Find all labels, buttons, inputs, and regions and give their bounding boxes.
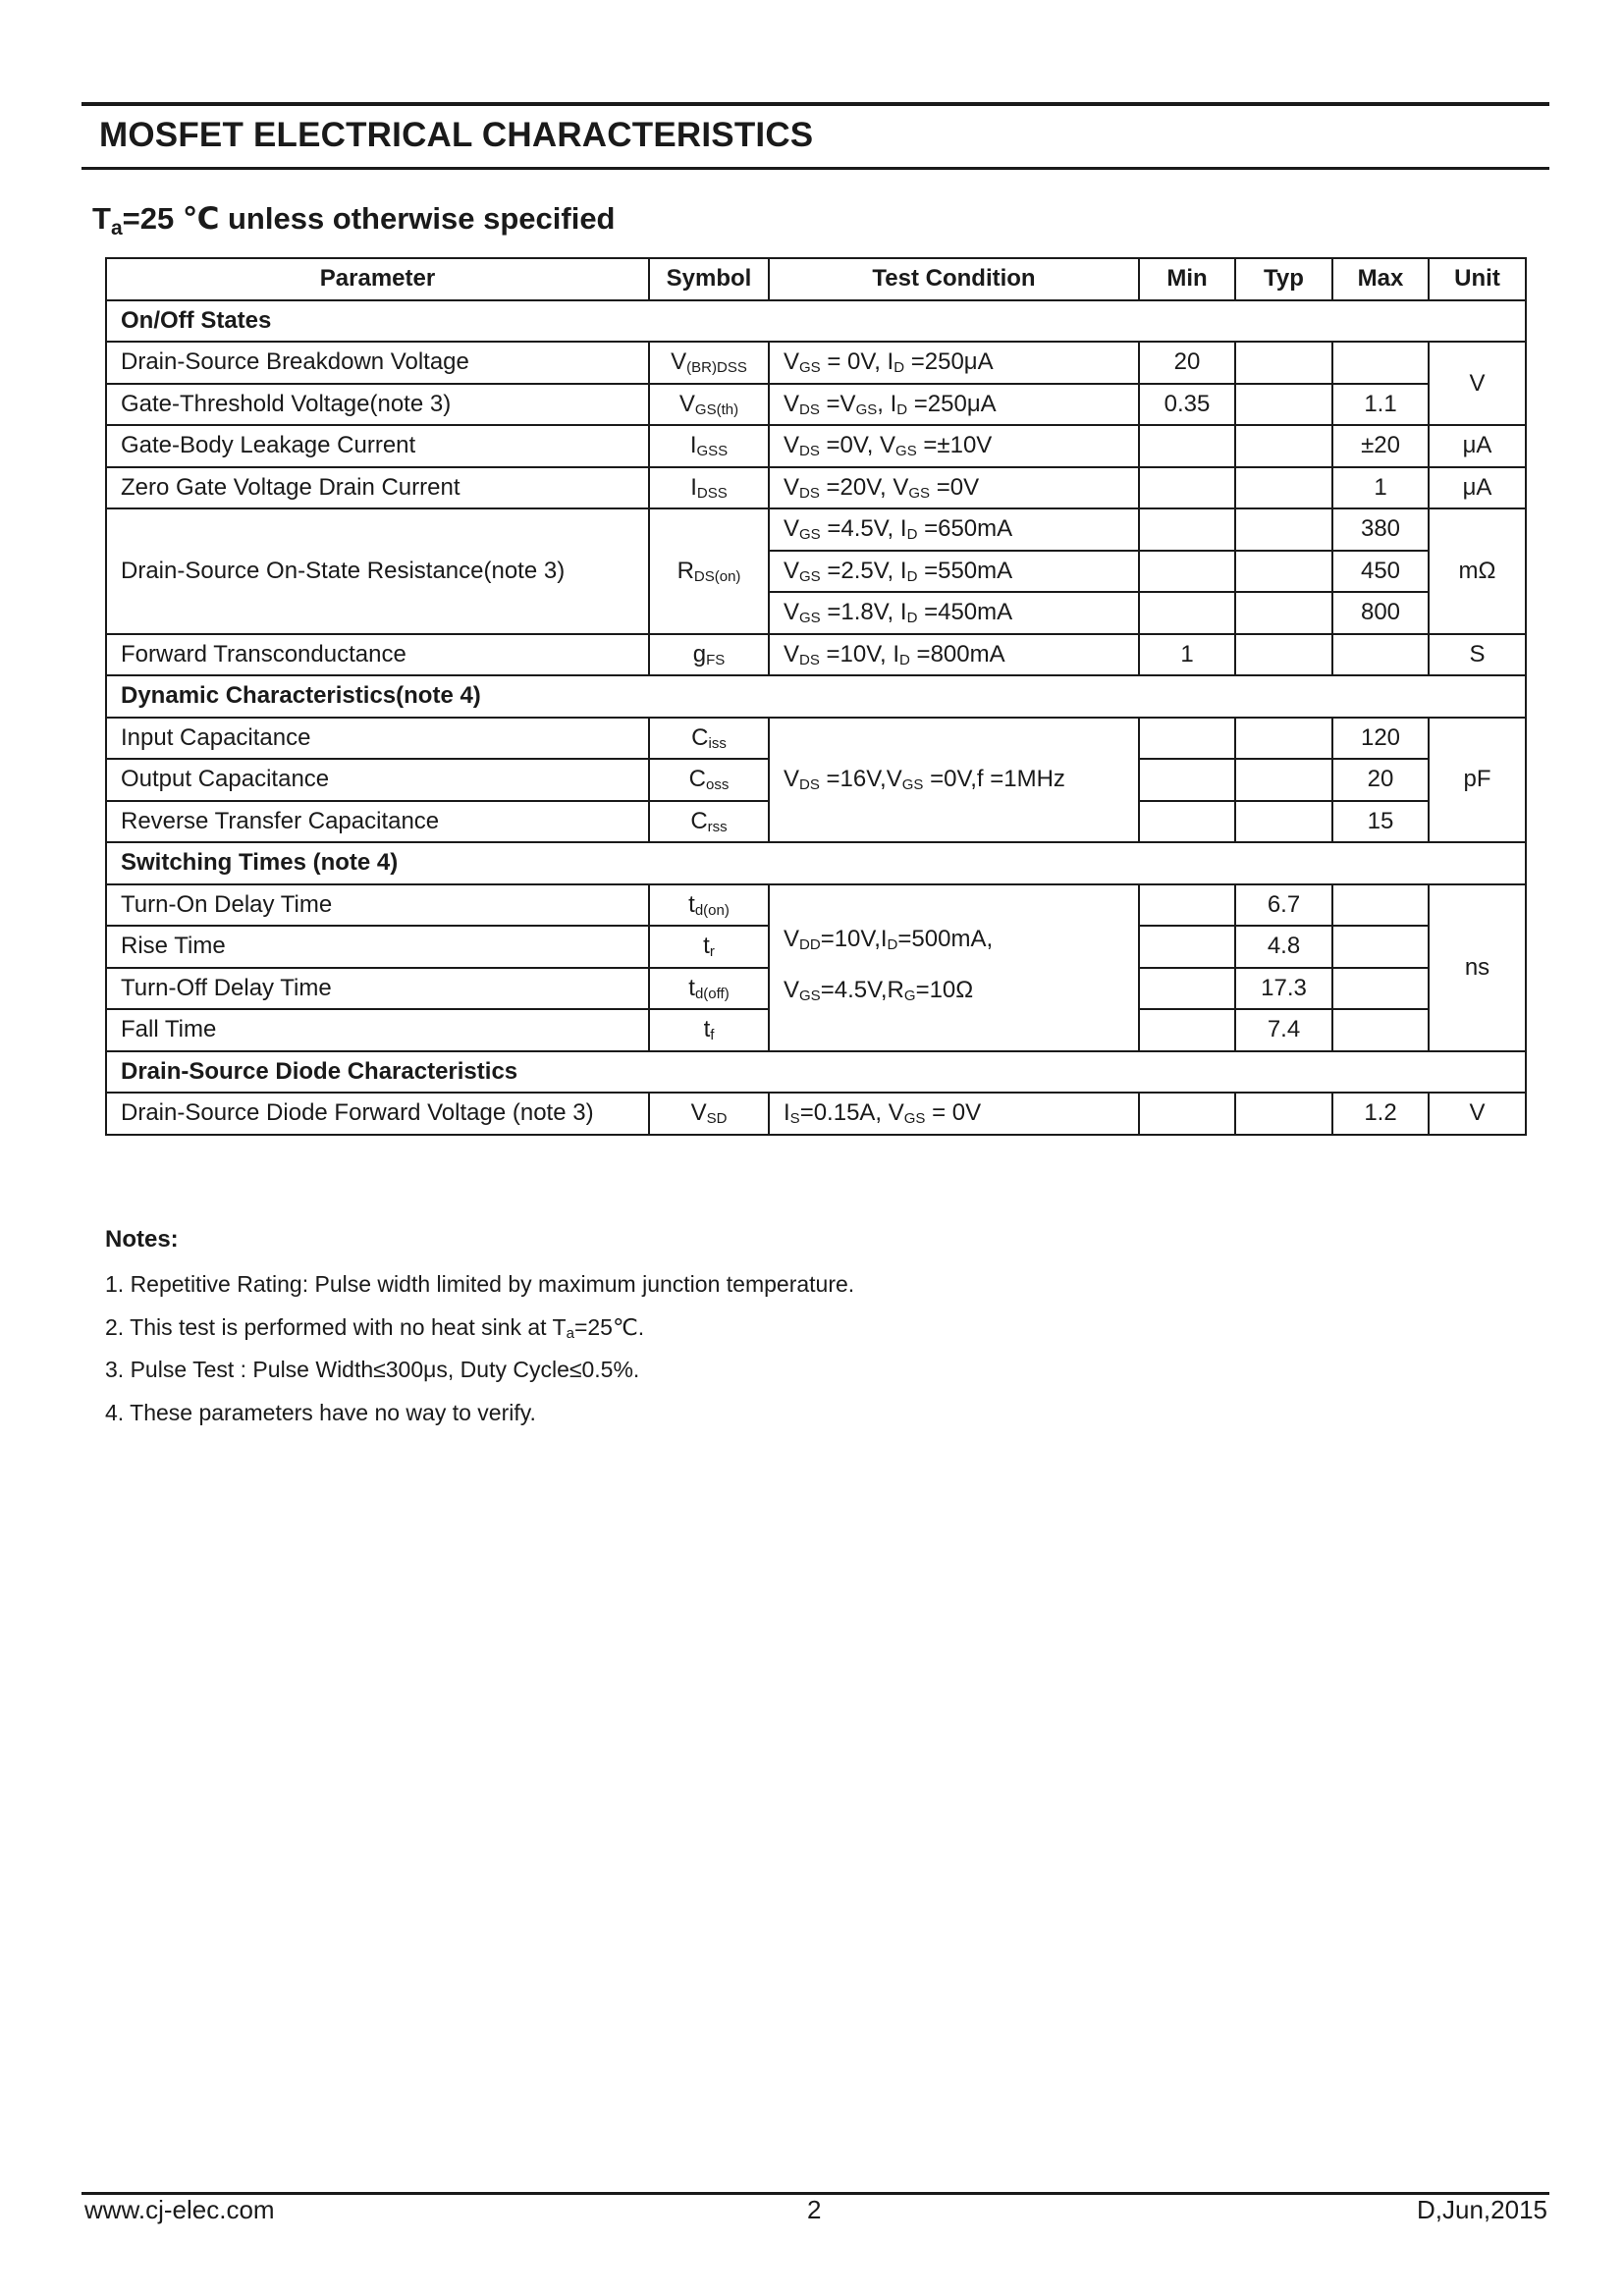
typ-cell (1235, 801, 1332, 843)
symbol-cell: $C_{iss}$ (649, 718, 769, 760)
symbol-cell: $t_r$ (649, 926, 769, 968)
max-cell: 800 (1332, 592, 1429, 634)
typ-cell (1235, 425, 1332, 467)
header-parameter: Parameter (106, 258, 649, 300)
max-cell (1332, 968, 1429, 1010)
condition-cell: $V_{DS} =10V$, $I_D =800mA$ (769, 634, 1139, 676)
unit-cell: μA (1429, 425, 1526, 467)
typ-cell: 6.7 (1235, 884, 1332, 927)
typ-cell: 7.4 (1235, 1009, 1332, 1051)
max-cell: 20 (1332, 759, 1429, 801)
max-cell: 15 (1332, 801, 1429, 843)
min-cell (1139, 508, 1235, 551)
typ-cell (1235, 342, 1332, 384)
footer-website-link[interactable]: www.cj-elec.com (84, 2195, 275, 2224)
param-cell: Drain-Source Diode Forward Voltage (note 3) (106, 1093, 649, 1135)
symbol-cell: $I_{DSS}$ (649, 467, 769, 509)
typ-cell (1235, 1093, 1332, 1135)
notes-section (105, 1226, 854, 1442)
param-cell: Fall Time (106, 1009, 649, 1051)
top-rule (81, 102, 1549, 106)
min-cell (1139, 801, 1235, 843)
electrical-characteristics-table (105, 257, 1527, 1136)
table-row (106, 467, 1526, 509)
condition-cell: $V_{GS} =4.5V$, $I_D =650mA$ (769, 508, 1139, 551)
max-cell: 1 (1332, 467, 1429, 509)
title-rule (81, 167, 1549, 170)
max-cell: 450 (1332, 551, 1429, 593)
max-cell (1332, 634, 1429, 676)
param-cell: Reverse Transfer Capacitance (106, 801, 649, 843)
note-2: 2. This test is performed with no heat sink at $T_a=25℃$. (105, 1313, 645, 1342)
condition-cell: $V_{DS} =0V$, $V_{GS} =\pm 10V$ (769, 425, 1139, 467)
param-cell: Output Capacitance (106, 759, 649, 801)
condition-cell: $V_{DS} =16V,V_{GS} =0V,f =1MHz$ (769, 718, 1139, 843)
param-cell: Input Capacitance (106, 718, 649, 760)
section-switching-times: Switching Times (note 4) (106, 842, 1526, 884)
temperature-symbol: T (92, 201, 111, 236)
param-cell: Zero Gate Voltage Drain Current (106, 467, 649, 509)
table-row (106, 425, 1526, 467)
header-unit: Unit (1429, 258, 1526, 300)
min-cell (1139, 551, 1235, 593)
typ-cell (1235, 384, 1332, 426)
symbol-cell: $t_{d(on)}$ (649, 884, 769, 927)
condition-cell: $I_S=0.15A$, $V_{GS} = 0V$ (769, 1093, 1139, 1135)
symbol-cell: $V_{(BR)DSS}$ (649, 342, 769, 384)
min-cell (1139, 425, 1235, 467)
section-row-onoff (106, 300, 1526, 343)
min-cell (1139, 926, 1235, 968)
section-diode-characteristics: Drain-Source Diode Characteristics (106, 1051, 1526, 1094)
max-cell (1332, 926, 1429, 968)
table-row (106, 384, 1526, 426)
param-cell: Forward Transconductance (106, 634, 649, 676)
table-row (106, 342, 1526, 384)
page-number: 2 (807, 2195, 822, 2224)
table-row (106, 634, 1526, 676)
max-cell: 120 (1332, 718, 1429, 760)
test-conditions-heading (92, 201, 616, 240)
typ-cell (1235, 592, 1332, 634)
section-onoff-states: On/Off States (106, 300, 1526, 343)
temperature-subscript: a (110, 217, 123, 240)
typ-cell (1235, 508, 1332, 551)
note-1: 1. Repetitive Rating: Pulse width limited by maximum junction temperature. (105, 1271, 855, 1297)
header-symbol: Symbol (649, 258, 769, 300)
table-row (106, 718, 1526, 760)
unit-cell: μA (1429, 467, 1526, 509)
table-row (106, 1093, 1526, 1135)
param-cell: Gate-Body Leakage Current (106, 425, 649, 467)
max-cell: 1.1 (1332, 384, 1429, 426)
param-cell: Rise Time (106, 926, 649, 968)
condition-cell: $V_{DS} =20V$, $V_{GS} =0V$ (769, 467, 1139, 509)
header-typ: Typ (1235, 258, 1332, 300)
min-cell: 20 (1139, 342, 1235, 384)
unit-cell: pF (1429, 718, 1526, 843)
symbol-cell: $C_{rss}$ (649, 801, 769, 843)
param-cell: Turn-On Delay Time (106, 884, 649, 927)
condition-line: $V_{GS}=4.5V,R_G=10\Omega$ (784, 976, 974, 1004)
param-cell: Gate-Threshold Voltage(note 3) (106, 384, 649, 426)
typ-cell (1235, 759, 1332, 801)
unit-cell: mΩ (1429, 508, 1526, 634)
table-row (106, 508, 1526, 551)
symbol-cell: $t_f$ (649, 1009, 769, 1051)
min-cell (1139, 968, 1235, 1010)
typ-cell (1235, 718, 1332, 760)
table-header-row (106, 258, 1526, 300)
typ-cell (1235, 551, 1332, 593)
section-row-diode (106, 1051, 1526, 1094)
min-cell (1139, 884, 1235, 927)
table-row (106, 884, 1526, 927)
note-3: 3. Pulse Test : Pulse Width≤300μs, Duty Cycle≤0.5%. (105, 1357, 640, 1382)
header-max: Max (1332, 258, 1429, 300)
min-cell (1139, 467, 1235, 509)
min-cell (1139, 1093, 1235, 1135)
conditions-text: =25 ℃ unless otherwise specified (122, 201, 616, 236)
section-row-dynamic (106, 675, 1526, 718)
symbol-cell: $t_{d(off)}$ (649, 968, 769, 1010)
max-cell (1332, 342, 1429, 384)
unit-cell: V (1429, 342, 1526, 425)
symbol-cell: $R_{DS(on)}$ (649, 508, 769, 634)
min-cell (1139, 718, 1235, 760)
condition-line: $V_{DD}=10V,I_D=500mA$, (784, 925, 994, 953)
min-cell: 0.35 (1139, 384, 1235, 426)
max-cell: 380 (1332, 508, 1429, 551)
section-dynamic-characteristics: Dynamic Characteristics(note 4) (106, 675, 1526, 718)
param-cell: Turn-Off Delay Time (106, 968, 649, 1010)
header-min: Min (1139, 258, 1235, 300)
condition-cell (769, 884, 1139, 1051)
condition-cell: $V_{GS} =2.5V$, $I_D =550mA$ (769, 551, 1139, 593)
max-cell (1332, 884, 1429, 927)
max-cell (1332, 1009, 1429, 1051)
max-cell: 1.2 (1332, 1093, 1429, 1135)
unit-cell: S (1429, 634, 1526, 676)
revision-date: D,Jun,2015 (1417, 2195, 1547, 2224)
typ-cell (1235, 467, 1332, 509)
page-title: MOSFET ELECTRICAL CHARACTERISTICS (99, 116, 814, 154)
param-cell: Drain-Source Breakdown Voltage (106, 342, 649, 384)
typ-cell: 17.3 (1235, 968, 1332, 1010)
typ-cell (1235, 634, 1332, 676)
unit-cell: ns (1429, 884, 1526, 1051)
condition-cell: $V_{DS} =V_{GS}$, $I_D =250\mu A$ (769, 384, 1139, 426)
condition-cell: $V_{GS} = 0V$, $I_D =250\mu A$ (769, 342, 1139, 384)
max-cell: ±20 (1332, 425, 1429, 467)
symbol-cell: $I_{GSS}$ (649, 425, 769, 467)
header-test-condition: Test Condition (769, 258, 1139, 300)
min-cell: 1 (1139, 634, 1235, 676)
condition-cell: $V_{GS} =1.8V$, $I_D =450mA$ (769, 592, 1139, 634)
symbol-cell: $g_{FS}$ (649, 634, 769, 676)
note-4: 4. These parameters have no way to verify. (105, 1399, 536, 1425)
section-row-switching (106, 842, 1526, 884)
symbol-cell: $V_{GS(th)}$ (649, 384, 769, 426)
param-cell: Drain-Source On-State Resistance(note 3) (106, 508, 649, 634)
typ-cell: 4.8 (1235, 926, 1332, 968)
min-cell (1139, 1009, 1235, 1051)
min-cell (1139, 592, 1235, 634)
min-cell (1139, 759, 1235, 801)
symbol-cell: $C_{oss}$ (649, 759, 769, 801)
notes-title: Notes: (105, 1226, 179, 1253)
symbol-cell: $V_{SD}$ (649, 1093, 769, 1135)
unit-cell: V (1429, 1093, 1526, 1135)
